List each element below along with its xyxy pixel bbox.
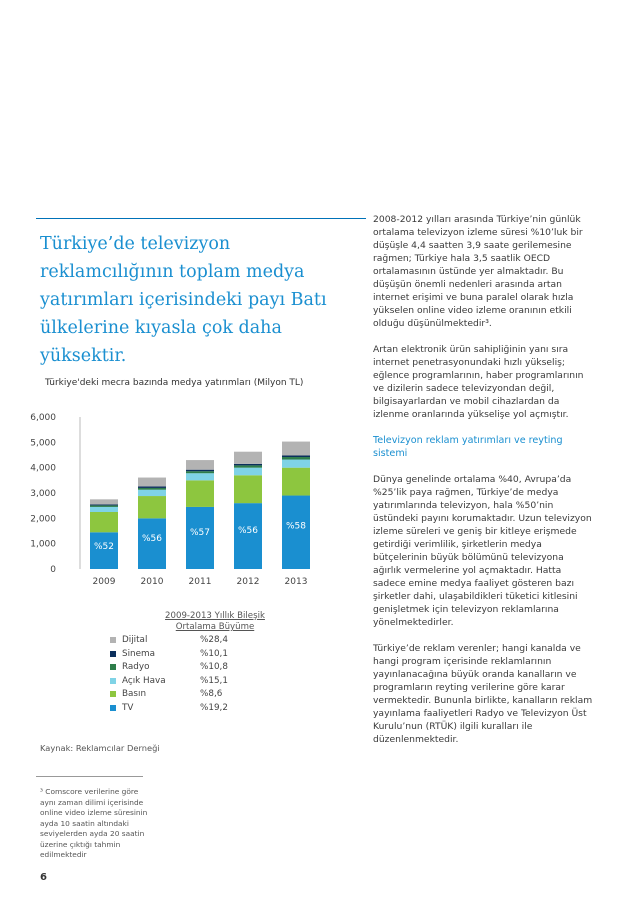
paragraph-1: 2008-2012 yılları arasında Türkiye’nin günlük ortalama televizyon izleme süresi %10’luk bir düşüşle 4,4 saatten 3,9 saate gerilemesine rağmen; Türkiye hala 3,5 saatlik OECD ortalamasının üstünde yer almaktadır. Bu düşüşün önemli nedenleri arasında artan internet erişimi ve buna paralel olarak hızla yükselen online video izleme oranının etkili olduğu düşünülmektedir³. [373,214,583,329]
bar-segment-radyo [234,465,262,467]
headline: Türkiye’de televizyon reklamcılığının toplam medya yatırımları içerisindeki payı Batı ülkelerine kıyasla çok daha yüksektir. [40,234,327,366]
headline-rule [36,218,366,219]
bar-segment-radyo [282,457,310,460]
bar-segment-açık-hava [90,507,118,512]
media-investment-chart [30,400,330,595]
legend-swatch [110,637,116,643]
y-tick-label: 0 [50,565,56,575]
legend-item-name: Dijital [122,635,148,645]
y-tick-label: 5,000 [30,438,56,449]
bar-segment-tv [186,507,214,569]
tv-share-label: %58 [285,521,307,532]
bar-segment-açık-hava [282,460,310,468]
chart-title: Türkiye'deki mecra bazında medya yatırımları (Milyon TL) [45,378,304,388]
bar-segment-sinema [282,456,310,458]
bar-segment-sinema [186,470,214,472]
source-note: Kaynak: Reklamcılar Derneği [40,743,160,753]
legend-title-line2: Ortalama Büyüme [175,622,255,632]
legend-item-value: %28,4 [200,635,228,645]
bar-segment-basın [234,475,262,503]
legend-item [110,661,260,675]
bar-segment-sinema [234,464,262,466]
y-tick-label: 6,000 [30,413,56,423]
paragraph-3: Dünya genelinde ortalama %40, Avrupa’da %25’lik paya rağmen, Türkiye’de medya yatırımlarında televizyon, hala %50’nin üstündeki payını korumaktadır. Uzun televizyon izleme süreleri ve geniş bir kitleye erişmede getirdiği verimlilik, şirketlerin medya bütçelerinin büyük bölümünü televizyona ağırlık vermelerine yol açmaktadır. Hatta sadece emine medya faaliyet gösteren bazı şirketler dahi, ulaşabildikleri tüketici kitlesini genişletmek için televizyon reklamlarına yönelmektedirler. [373,474,592,628]
page-number: 6 [40,872,47,883]
bar-segment-tv [234,503,262,569]
paragraph-4: Türkiye’de reklam verenler; hangi kanalda ve hangi program içerisinde reklamlarının yayınlanacağına büyük oranda kanalların ve programların reyting verilerine göre karar vermektedir. Bununla birlikte, kanalların reklam yayınlama faaliyetleri Radyo ve Televizyon Üst Kurulu’nun (RTÜK) ilgili kuralları ile düzenlenmektedir. [373,643,593,745]
bar-segment-radyo [138,488,166,490]
legend-item [110,675,260,689]
x-tick-label: 2012 [236,577,260,587]
tv-share-label: %52 [93,541,115,552]
legend-item-value: %10,8 [200,662,228,672]
footnote: ³ Comscore verilerine göre aynı zaman dilimi içerisinde online video izleme süresinin ayda 10 saatin altındaki seviyelerden ayda 20 saatin üzerine çıktığı tahmin edilmektedir [40,787,148,859]
bar-segment-dijital [138,478,166,487]
bar-segment-sinema [138,486,166,488]
legend-item [110,648,260,662]
legend-swatch [110,691,116,697]
legend-item [110,688,260,702]
tv-share-label: %56 [237,525,259,536]
y-tick-label: 3,000 [30,489,56,499]
bar-segment-tv [282,496,310,569]
x-tick-label: 2013 [284,577,308,587]
bar-segment-radyo [186,471,214,473]
bar-segment-açık-hava [186,473,214,480]
legend-swatch [110,678,116,684]
legend-item-name: Radyo [122,662,150,672]
tv-share-label: %56 [141,534,163,545]
legend [110,634,260,715]
legend-title-line1: 2009-2013 Yıllık Bileşik [165,611,265,621]
bar-segment-sinema [90,504,118,505]
legend-item-value: %8,6 [200,689,223,699]
legend-item-value: %19,2 [200,702,228,713]
bar-segment-basın [90,512,118,532]
bar-segment-açık-hava [138,490,166,496]
tv-share-label: %57 [189,527,211,538]
y-tick-label: 2,000 [30,514,56,525]
bar-segment-dijital [90,499,118,504]
legend-item-value: %10,1 [200,648,228,659]
legend-item [110,702,260,716]
y-tick-label: 4,000 [30,463,56,474]
legend-swatch [110,651,116,657]
legend-swatch [110,664,116,670]
bar-segment-dijital [234,452,262,464]
bar-segment-radyo [90,505,118,507]
legend-item-name: Açık Hava [122,675,166,686]
legend-item-name: TV [122,702,134,713]
bar-segment-basın [282,468,310,496]
right-column [373,213,593,759]
y-tick-label: 1,000 [30,539,56,550]
legend-item-value: %15,1 [200,675,228,686]
x-tick-label: 2010 [140,577,164,587]
bar-segment-basın [186,480,214,507]
bar-segment-dijital [186,460,214,470]
legend-item [110,634,260,648]
footnote-rule [36,776,143,777]
paragraph-2: Artan elektronik ürün sahipliğinin yanı sıra internet penetrasyonundaki hızlı yükseliş; eğlence programlarının, haber programlarının ve dizilerin sadece televizyondan değil, bilgisayarlardan ve mobil cihazlardan da izlenme oranlarında yükselişe yol açmıştır. [373,344,584,420]
bar-segment-açık-hava [234,468,262,476]
legend-item-name: Basın [122,689,147,699]
x-tick-label: 2009 [92,577,116,587]
bar-segment-dijital [282,442,310,456]
legend-swatch [110,705,116,711]
legend-item-name: Sinema [122,648,155,659]
bar-segment-basın [138,496,166,518]
x-tick-label: 2011 [188,577,212,587]
section-heading: Televizyon reklam yatırımları ve reyting sistemi [373,435,563,459]
legend-title [160,611,270,633]
